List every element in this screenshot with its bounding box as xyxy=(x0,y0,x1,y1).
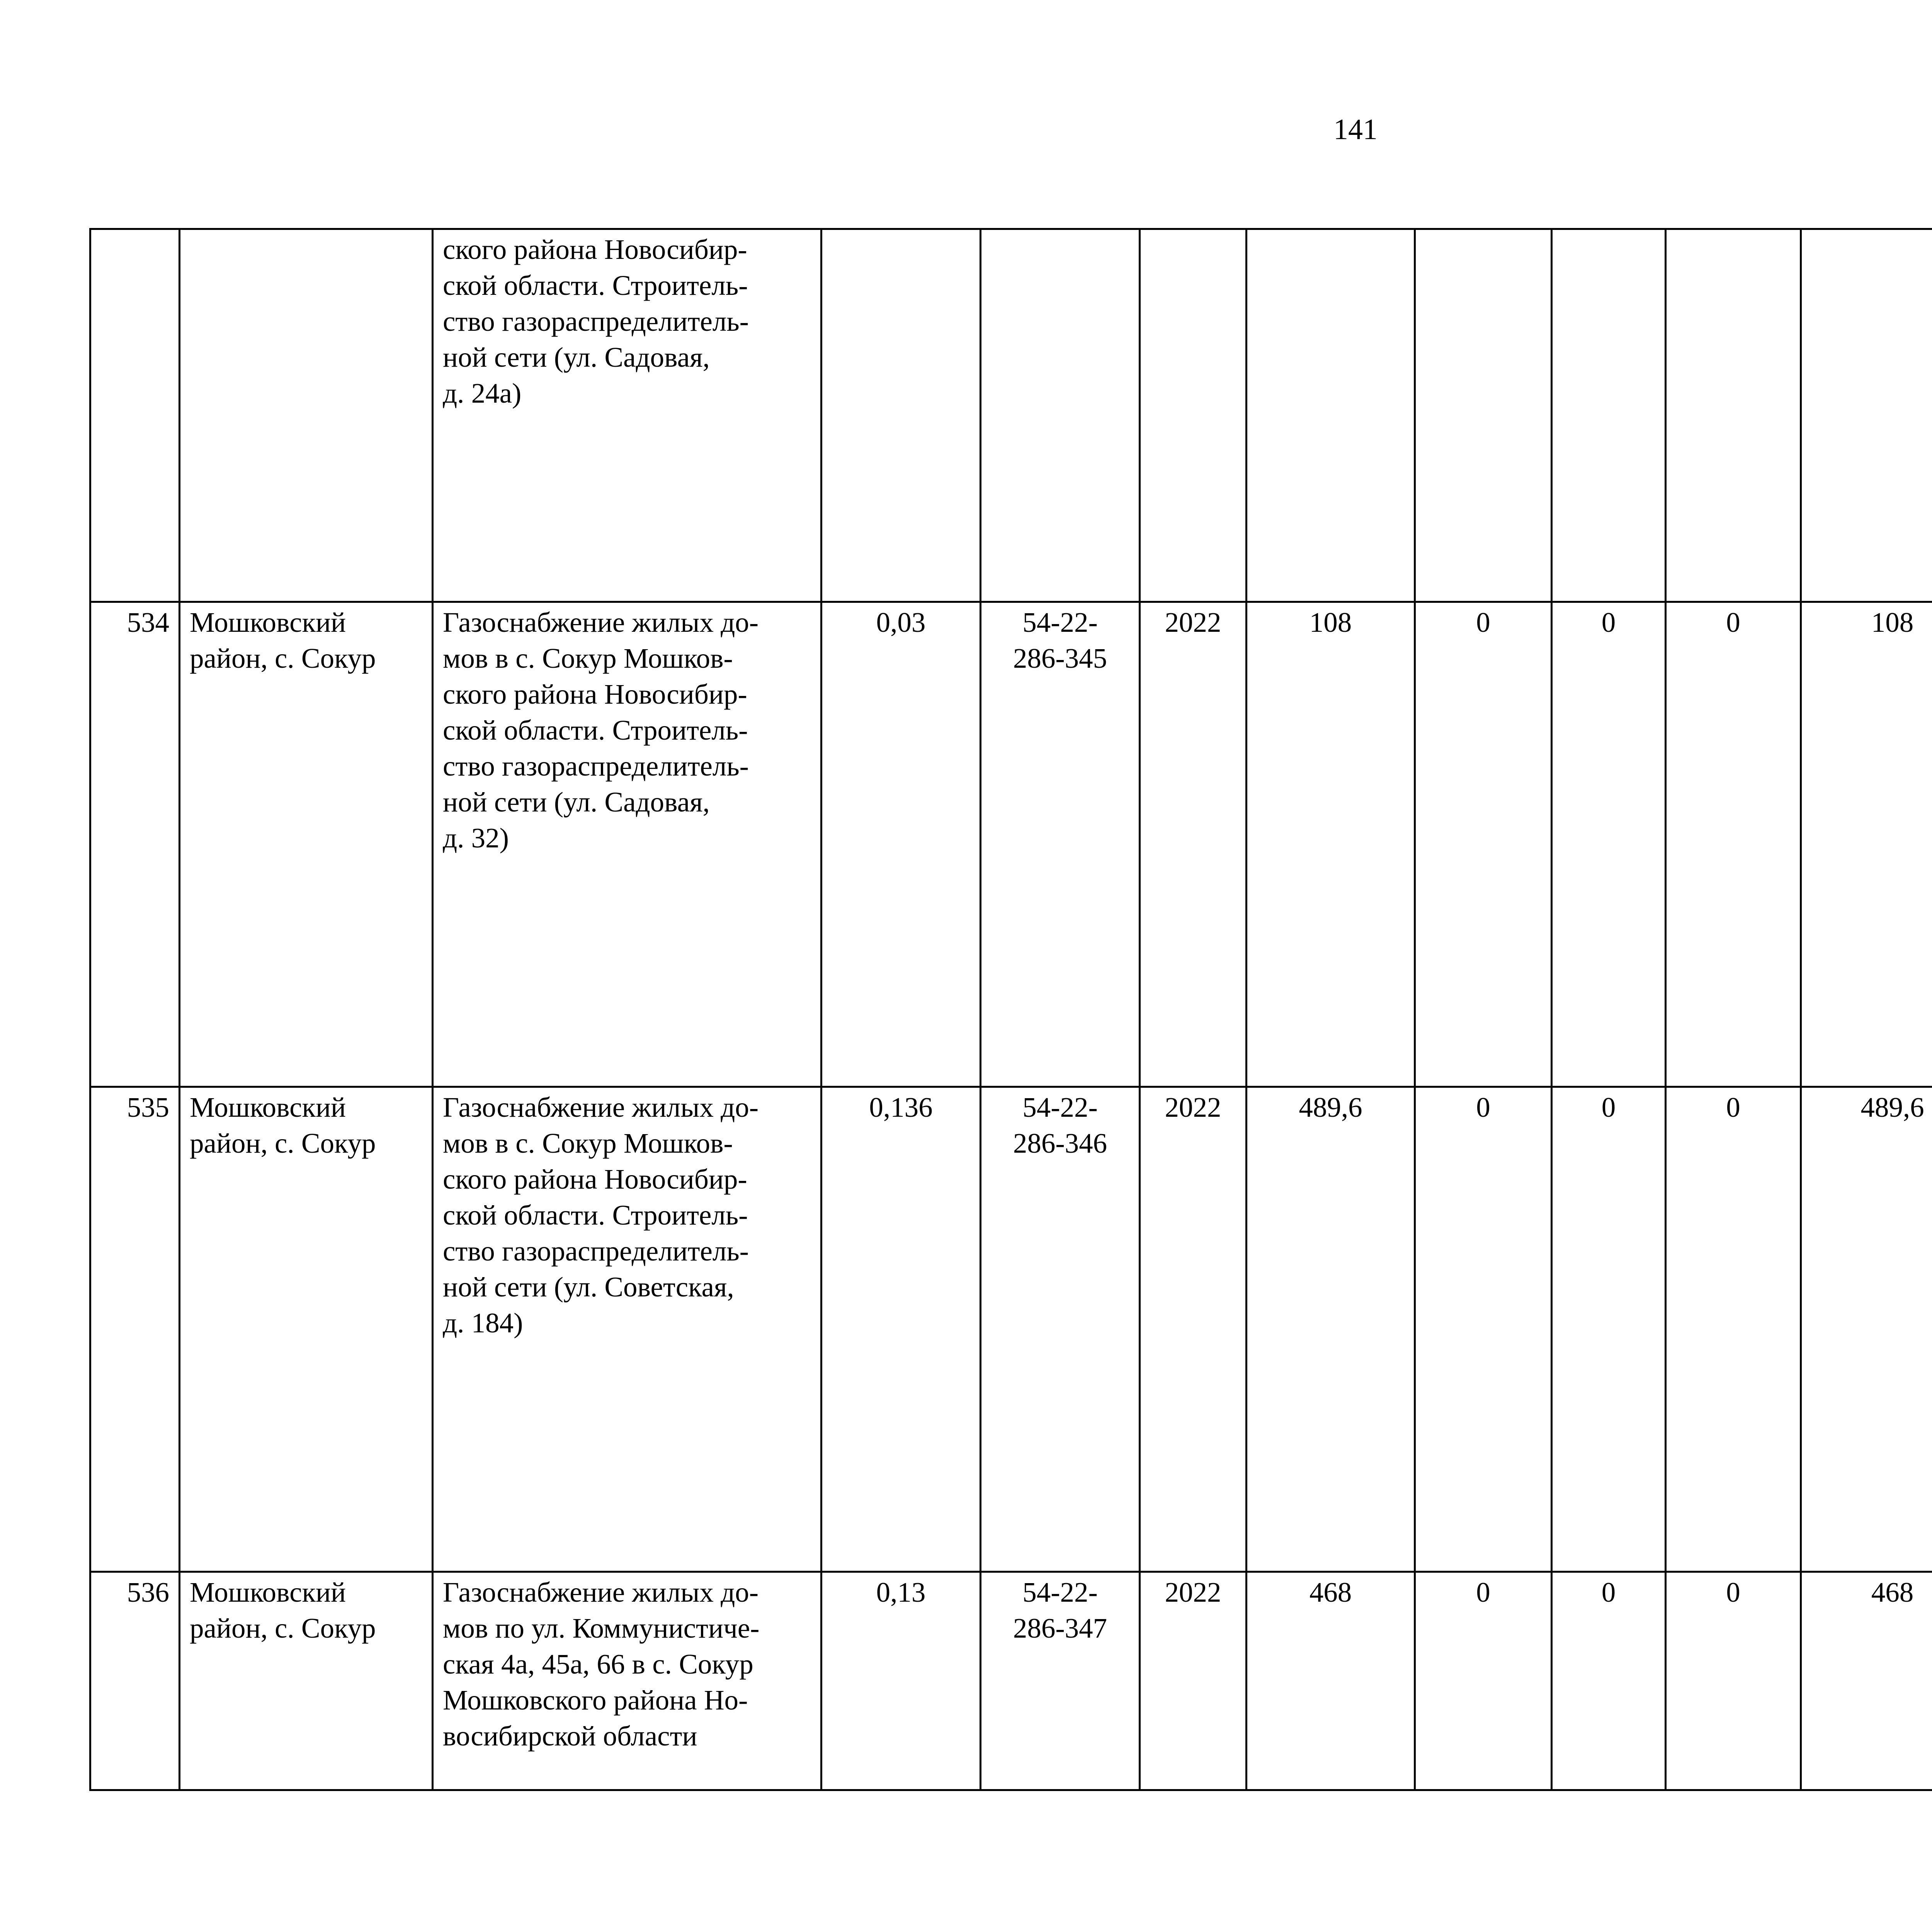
length-cell: 0,136 xyxy=(821,1087,981,1572)
row-number-cell xyxy=(90,229,180,602)
length-cell: 0,03 xyxy=(821,602,981,1087)
district-cell: Мошковский район, с. Сокур xyxy=(180,1087,433,1572)
total-cell: 108 xyxy=(1247,602,1415,1087)
year-cell: 2022 xyxy=(1140,1572,1247,1790)
value-cell xyxy=(1415,229,1552,602)
year-cell: 2022 xyxy=(1140,602,1247,1087)
value-cell: 0 xyxy=(1666,1087,1801,1572)
description-cell: ского района Новосибир- ской области. Строитель- ство газораспределитель- ной сети (ул. Садовая, д. 24а) xyxy=(433,229,821,602)
table-row xyxy=(90,229,1932,602)
value-cell: 468 xyxy=(1801,1572,1932,1790)
value-cell xyxy=(1666,229,1801,602)
page-number: 141 xyxy=(1333,113,1378,146)
row-number-cell: 534 xyxy=(90,602,180,1087)
value-cell: 0 xyxy=(1415,1087,1552,1572)
row-number-cell: 536 xyxy=(90,1572,180,1790)
code-cell: 54-22- 286-347 xyxy=(981,1572,1140,1790)
year-cell xyxy=(1140,229,1247,602)
code-cell xyxy=(981,229,1140,602)
description-cell: Газоснабжение жилых до- мов в с. Сокур Мошков- ского района Новосибир- ской области. Строитель- ство газораспределитель- ной сети (ул. Советская, д. 184) xyxy=(433,1087,821,1572)
length-cell: 0,13 xyxy=(821,1572,981,1790)
district-cell: Мошковский район, с. Сокур xyxy=(180,1572,433,1790)
total-cell: 489,6 xyxy=(1247,1087,1415,1572)
total-cell xyxy=(1247,229,1415,602)
value-cell xyxy=(1552,229,1666,602)
row-number-cell: 535 xyxy=(90,1087,180,1572)
value-cell: 0 xyxy=(1666,602,1801,1087)
value-cell xyxy=(1801,229,1932,602)
length-cell xyxy=(821,229,981,602)
gasification-table xyxy=(89,228,1932,1791)
table-row xyxy=(90,1572,1932,1790)
district-cell xyxy=(180,229,433,602)
value-cell: 0 xyxy=(1552,1572,1666,1790)
code-cell: 54-22- 286-346 xyxy=(981,1087,1140,1572)
code-cell: 54-22- 286-345 xyxy=(981,602,1140,1087)
value-cell: 0 xyxy=(1415,1572,1552,1790)
year-cell: 2022 xyxy=(1140,1087,1247,1572)
district-cell: Мошковский район, с. Сокур xyxy=(180,602,433,1087)
value-cell: 0 xyxy=(1666,1572,1801,1790)
description-cell: Газоснабжение жилых до- мов по ул. Коммунистиче- ская 4а, 45а, 66 в с. Сокур Мошковского района Но- восибирской области xyxy=(433,1572,821,1790)
value-cell: 108 xyxy=(1801,602,1932,1087)
description-cell: Газоснабжение жилых до- мов в с. Сокур Мошков- ского района Новосибир- ской области. Строитель- ство газораспределитель- ной сети (ул. Садовая, д. 32) xyxy=(433,602,821,1087)
table-row xyxy=(90,1087,1932,1572)
table-row xyxy=(90,602,1932,1087)
value-cell: 0 xyxy=(1415,602,1552,1087)
value-cell: 489,6 xyxy=(1801,1087,1932,1572)
total-cell: 468 xyxy=(1247,1572,1415,1790)
value-cell: 0 xyxy=(1552,1087,1666,1572)
value-cell: 0 xyxy=(1552,602,1666,1087)
